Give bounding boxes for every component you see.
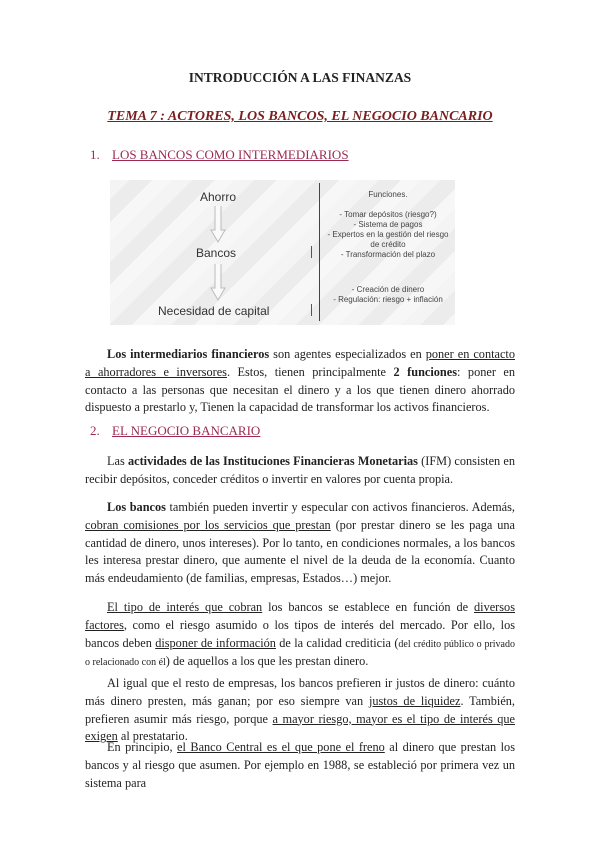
underlined-text: El tipo de interés que cobran [107,600,263,614]
section-heading-1 [90,147,349,163]
function-item: - Regulación: riesgo + inflación [333,295,443,304]
paragraph [85,739,515,792]
text-segment: los bancos se establece en función de [262,600,474,614]
underlined-text: el Banco Central es el que pone el freno [177,740,385,754]
text-segment: (por prestar dinero se les paga una cantidad de dinero, unos intereses). Por lo tanto, en condiciones normales, a los bancos les interesa prestar dinero, que aumente el nivel de la deuda de la economía. Cuanto más endeudamiento (de familias, empresas, Estados…) mejor. [85,517,515,586]
text-segment: también pueden invertir y especular con activos financieros. Además, [165,500,515,514]
text-segment: , como el riesgo asumido o los tipos de interés del mercado. Por ello, los bancos deben [85,617,515,650]
functions-list [323,190,453,260]
text-segment: ) de aquellos a los que les prestan dinero. [165,654,369,669]
paragraph [85,599,515,672]
paragraph [85,499,515,588]
text-segment: de la calidad crediticia ( [275,635,399,650]
divider-tick [311,246,312,258]
underlined-text: diversos factores [85,600,515,632]
text-segment: (IFM) consisten en recibir depósitos, conceder créditos o invertir en valores por cuenta propia. [85,454,515,486]
text-segment: al dinero que prestan los bancos y al riesgo que asumen. Por ejemplo en 1988, se estableció por primera vez un sistema para [85,740,515,790]
bold-text: Los bancos [107,500,166,514]
underlined-text: justos de liquidez [368,693,461,708]
intermediaries-diagram [110,180,455,325]
function-item: - Tomar depósitos (riesgo?) [339,210,437,219]
text-segment: En principio, [107,740,178,754]
section-label: LOS BANCOS COMO INTERMEDIARIOS [112,147,349,162]
document-title: INTRODUCCIÓN A LAS FINANZAS [188,70,412,85]
function-item: - Expertos en la gestión del riesgo de crédito [327,230,449,249]
down-arrow-icon [210,206,226,244]
document-subtitle: TEMA 7 : ACTORES, LOS BANCOS, EL NEGOCIO BANCARIO [107,109,493,124]
section-number: 2. [90,423,100,438]
paragraph [85,346,515,417]
underlined-text: a mayor riesgo, mayor es el tipo de interés que exigen [85,711,516,744]
bold-text: actividades de las Instituciones Financieras Monetarias [127,454,418,468]
functions-title: Funciones. [368,190,408,199]
down-arrow-icon [210,264,226,302]
paragraph [85,675,515,746]
flow-necesidad: Necesidad de capital [158,304,270,318]
divider-tick [311,304,312,316]
paragraph [85,453,515,489]
section-heading-2 [90,423,260,439]
flow-bancos: Bancos [196,246,237,260]
text-segment: del crédito público o privado o relacionado con él [85,638,515,669]
text-segment: . También, prefieren asumir más riesgo, porque [85,693,515,726]
underlined-text: poner en contacto a ahorradores e inversores [85,347,515,379]
text-segment: : poner en contacto a las personas que necesitan el dinero y a los que tienen dinero ahorrado dispuesto a prestarlo y, Tienen la capacidad de transformar los activos financieros. [85,364,516,415]
divider-line [319,183,320,321]
text-segment: Al igual que el resto de empresas, los bancos prefieren ir justos de dinero: cuánto más dinero presten, más ganan; por eso siempre van [85,676,515,708]
function-item: - Sistema de pagos [353,220,423,229]
section-label: EL NEGOCIO BANCARIO [112,423,261,438]
functions-list-2 [323,285,453,305]
underlined-text: disponer de información [155,635,276,650]
bold-text: Los intermediarios financieros [107,347,270,361]
text-segment: . Estos, tienen principalmente [226,364,394,379]
flow-ahorro: Ahorro [200,190,237,204]
underlined-text: cobran comisiones por los servicios que prestan [85,517,331,532]
text-segment: al prestatario. [117,729,188,744]
function-item: - Transformación del plazo [340,250,436,259]
text-segment: Las [107,454,128,468]
bold-text: 2 funciones [393,364,458,379]
text-segment: son agentes especializados en [269,347,426,361]
section-number: 1. [90,147,100,162]
function-item: - Creación de dinero [351,285,425,294]
